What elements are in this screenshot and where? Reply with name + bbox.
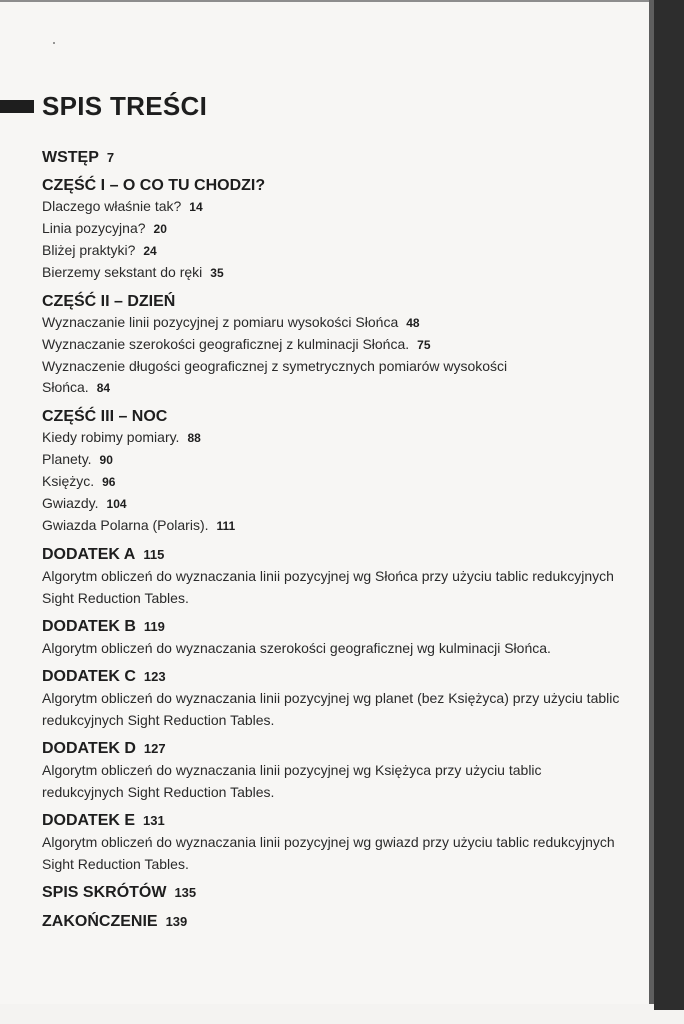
section-heading — [42, 912, 622, 932]
toc-part-1 — [42, 176, 622, 284]
heading-label: DODATEK A — [42, 546, 136, 563]
page-number: 119 — [143, 619, 165, 634]
part-heading: CZĘŚĆ III – NOC — [42, 408, 168, 425]
appendix-heading — [42, 617, 622, 637]
page-number: 20 — [153, 222, 167, 236]
page-number: 115 — [143, 547, 165, 562]
toc-part-2 — [42, 292, 622, 399]
toc-part-3 — [42, 407, 622, 537]
heading-label: SPIS SKRÓTÓW — [42, 884, 167, 901]
toc-entry-abbreviations — [42, 883, 622, 903]
page-number: 131 — [143, 813, 165, 828]
page-number: 24 — [143, 244, 157, 258]
part-items — [42, 312, 622, 399]
item-label: Księżyc. — [42, 473, 95, 489]
toc-entry-appendix — [42, 617, 622, 659]
appendix-heading — [42, 739, 622, 759]
toc-item — [42, 262, 622, 284]
item-label: Bierzemy sekstant do ręki — [42, 264, 203, 280]
toc-entry-ending — [42, 912, 622, 932]
page-number: 84 — [96, 381, 111, 395]
toc-item — [42, 493, 622, 515]
page-number: 90 — [99, 453, 113, 467]
toc-entry-appendix — [42, 811, 622, 875]
item-label: Gwiazdy. — [42, 495, 99, 511]
toc-entry-wstep — [42, 148, 622, 168]
part-heading: CZĘŚĆ I – O CO TU CHODZI? — [42, 177, 266, 194]
appendix-heading — [42, 667, 622, 687]
part-heading: CZĘŚĆ II – DZIEŃ — [42, 293, 176, 310]
item-label: Wyznaczanie szerokości geograficznej z kulminacji Słońca. — [42, 336, 410, 352]
item-label: Linia pozycyjna? — [42, 220, 146, 236]
appendix-list — [42, 545, 622, 875]
heading-label: DODATEK D — [42, 740, 136, 757]
toc-item — [42, 427, 622, 449]
item-label: Kiedy robimy pomiary. — [42, 429, 180, 445]
page-number: 127 — [143, 741, 166, 756]
heading-label: DODATEK C — [42, 668, 136, 685]
toc-entry-appendix — [42, 739, 622, 803]
page-number: 96 — [102, 475, 116, 489]
page-number: 111 — [216, 519, 236, 533]
item-label: Wyznaczanie linii pozycyjnej z pomiaru wysokości Słońca — [42, 314, 399, 330]
heading-label: DODATEK B — [42, 618, 136, 635]
table-of-contents — [42, 148, 622, 941]
toc-item — [42, 449, 622, 471]
part-items — [42, 427, 622, 537]
page-title: SPIS TREŚCI — [42, 91, 208, 121]
part-items — [42, 196, 622, 284]
toc-item — [42, 334, 622, 356]
book-spine — [654, 0, 684, 1010]
item-label: Gwiazda Polarna (Polaris). — [42, 517, 209, 533]
toc-item — [42, 356, 542, 399]
appendix-description: Algorytm obliczeń do wyznaczania linii pozycyjnej wg gwiazd przy użyciu tablic redukcyjnych Sight Reduction Tables. — [42, 834, 615, 872]
page-number: 75 — [417, 338, 431, 352]
toc-item — [42, 312, 622, 334]
appendix-description: Algorytm obliczeń do wyznaczania linii pozycyjnej wg planet (bez Księżyca) przy użyciu tablic redukcyjnych Sight Reduction Tables. — [42, 690, 620, 728]
section-heading — [42, 148, 622, 168]
appendix-description: Algorytm obliczeń do wyznaczania linii pozycyjnej wg Księżyca przy użyciu tablic redukcyjnych Sight Reduction Tables. — [42, 762, 542, 800]
item-label: Dlaczego właśnie tak? — [42, 198, 182, 214]
toc-item — [42, 515, 622, 537]
page-number: 135 — [174, 885, 197, 900]
appendix-heading — [42, 545, 622, 565]
page-number: 35 — [210, 266, 224, 280]
appendix-description: Algorytm obliczeń do wyznaczania szerokości geograficznej wg kulminacji Słońca. — [42, 640, 551, 656]
toc-item — [42, 240, 622, 262]
page-number: 139 — [165, 914, 188, 929]
toc-item — [42, 196, 622, 218]
page-number: 48 — [406, 316, 420, 330]
page-number: 88 — [187, 431, 201, 445]
title-marker-bar — [0, 100, 34, 113]
paper-speck — [53, 42, 55, 44]
toc-entry-appendix — [42, 545, 622, 609]
item-label: Planety. — [42, 451, 92, 467]
section-heading — [42, 883, 622, 903]
toc-item — [42, 471, 622, 493]
page-number: 14 — [189, 200, 203, 214]
item-label: Bliżej praktyki? — [42, 242, 136, 258]
toc-entry-appendix — [42, 667, 622, 731]
heading-label: WSTĘP — [42, 149, 99, 166]
heading-label: DODATEK E — [42, 812, 136, 829]
toc-item — [42, 218, 622, 240]
appendix-heading — [42, 811, 622, 831]
appendix-description: Algorytm obliczeń do wyznaczania linii pozycyjnej wg Słońca przy użyciu tablic redukcyjnych Sight Reduction Tables. — [42, 568, 614, 606]
page-number: 104 — [106, 497, 127, 511]
page-number: 123 — [143, 669, 166, 684]
page-number: 7 — [106, 150, 115, 165]
top-edge-line — [0, 0, 650, 2]
heading-label: ZAKOŃCZENIE — [42, 913, 158, 930]
item-label: Wyznaczenie długości geograficznej z symetrycznych pomiarów wysokości Słońca. — [42, 358, 508, 395]
